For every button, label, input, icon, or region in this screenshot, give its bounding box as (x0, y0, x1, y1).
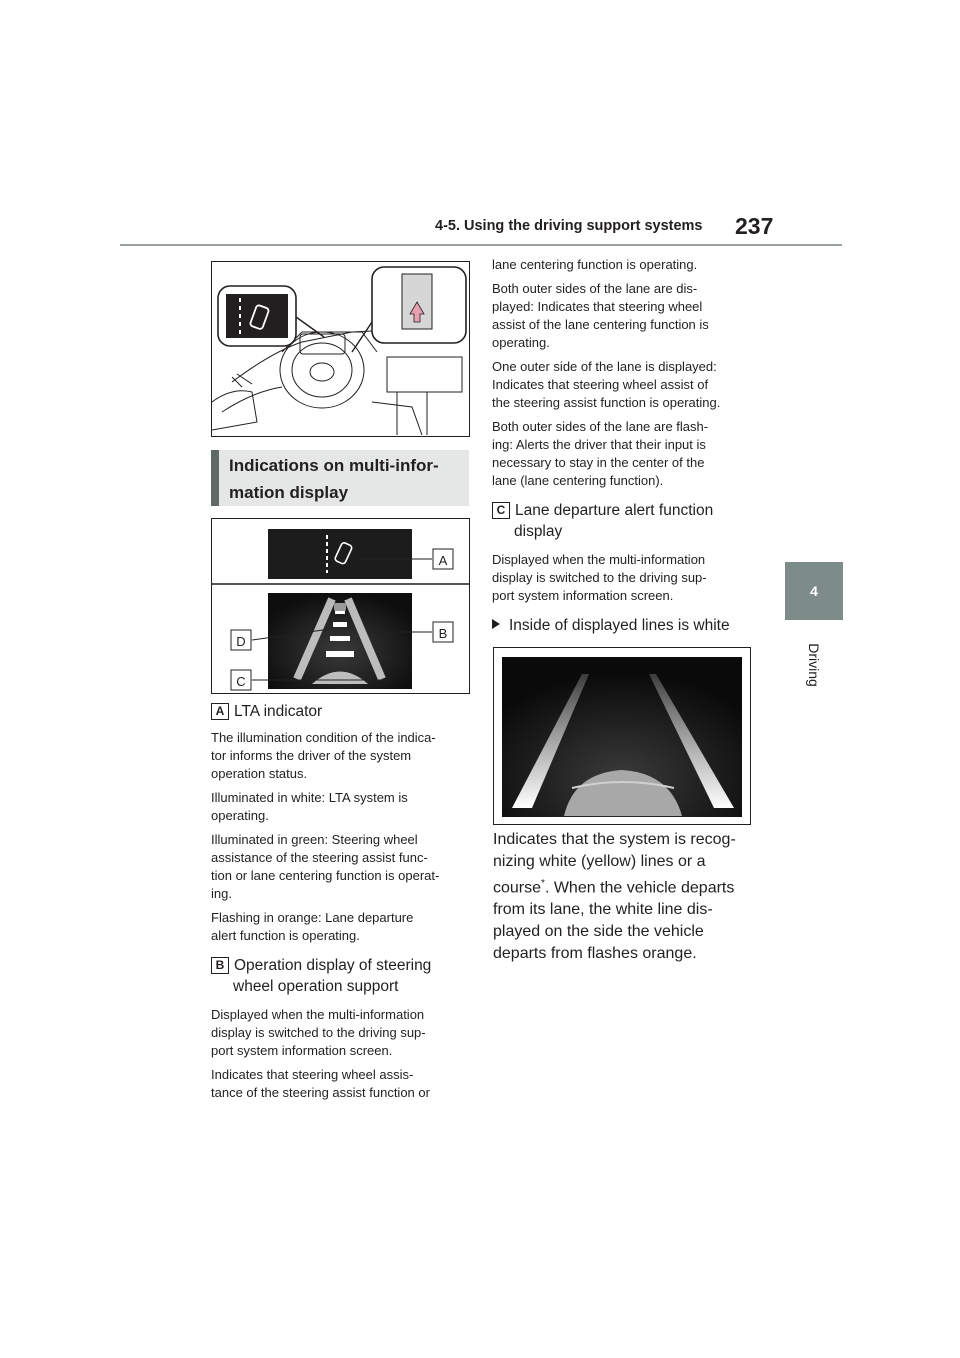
c-bullet: Inside of displayed lines is white (492, 615, 754, 636)
a-para-white: Illuminated in white: LTA system is operating. (211, 790, 408, 823)
a-para-orange: Flashing in orange: Lane departure alert function is operating. (211, 910, 414, 943)
c-para-1: Displayed when the multi-information display is switched to the driving sup- port system information screen. (492, 552, 707, 603)
callout-b: B (438, 626, 448, 641)
c-body: Indicates that the system is recog- nizing white (yellow) lines or a course*. When the vehicle departs from its lane, the white line dis- played on the side the vehicle departs from flashes orange. (493, 831, 736, 963)
left-column (211, 701, 473, 1102)
right-column (492, 256, 754, 636)
section-heading (211, 450, 469, 506)
col2-flash: Both outer sides of the lane are flash- ing: Alerts the driver that their input is necessary to stay in the center of the lane (lane centering function). (492, 419, 709, 488)
mid-illustration (212, 519, 469, 693)
mid-figure (211, 518, 470, 694)
callout-c: C (236, 674, 246, 689)
b-para-2: Indicates that steering wheel assis- tance of the steering assist function or (211, 1067, 430, 1100)
dashboard-figure (211, 261, 470, 437)
col2-both: Both outer sides of the lane are dis- played: Indicates that steering wheel assist of the lane centering function is operating. (492, 281, 709, 350)
chapter-tab: 4 (785, 562, 843, 620)
label-c-box: C (492, 502, 510, 519)
lane-figure (493, 647, 751, 825)
col2-continuation: lane centering function is operating. (492, 257, 698, 272)
label-b-box: B (211, 957, 229, 974)
label-a-box: A (211, 703, 229, 720)
a-para-green: Illuminated in green: Steering wheel assistance of the steering assist func- tion or lane centering function is operat- ing. (211, 832, 440, 901)
label-c-row: C Lane departure alert function display (492, 500, 754, 542)
label-b-row: B Operation display of steering wheel operation support (211, 955, 473, 997)
page-number: 237 (735, 213, 774, 239)
label-a-row (211, 701, 473, 722)
label-a-title: LTA indicator (234, 703, 323, 720)
a-para-1: The illumination condition of the indica- tor informs the driver of the system operation status. (211, 730, 436, 781)
callout-a: A (438, 553, 448, 568)
callout-d: D (236, 634, 246, 649)
dashboard-illustration (212, 262, 469, 436)
bullet-triangle-icon (492, 619, 500, 629)
col2-one: One outer side of the lane is displayed: Indicates that steering wheel assist of the steering assist function is operating. (492, 359, 721, 410)
chapter-label: Driving (806, 643, 822, 687)
heading-line-2: mation display (229, 483, 349, 502)
lane-illustration (494, 648, 750, 824)
header-rule (120, 244, 842, 246)
section-header: 4-5. Using the driving support systems (435, 218, 703, 234)
heading-line-1: Indications on multi-infor- (229, 456, 439, 475)
b-para-1: Displayed when the multi-information display is switched to the driving sup- port system information screen. (211, 1007, 426, 1058)
